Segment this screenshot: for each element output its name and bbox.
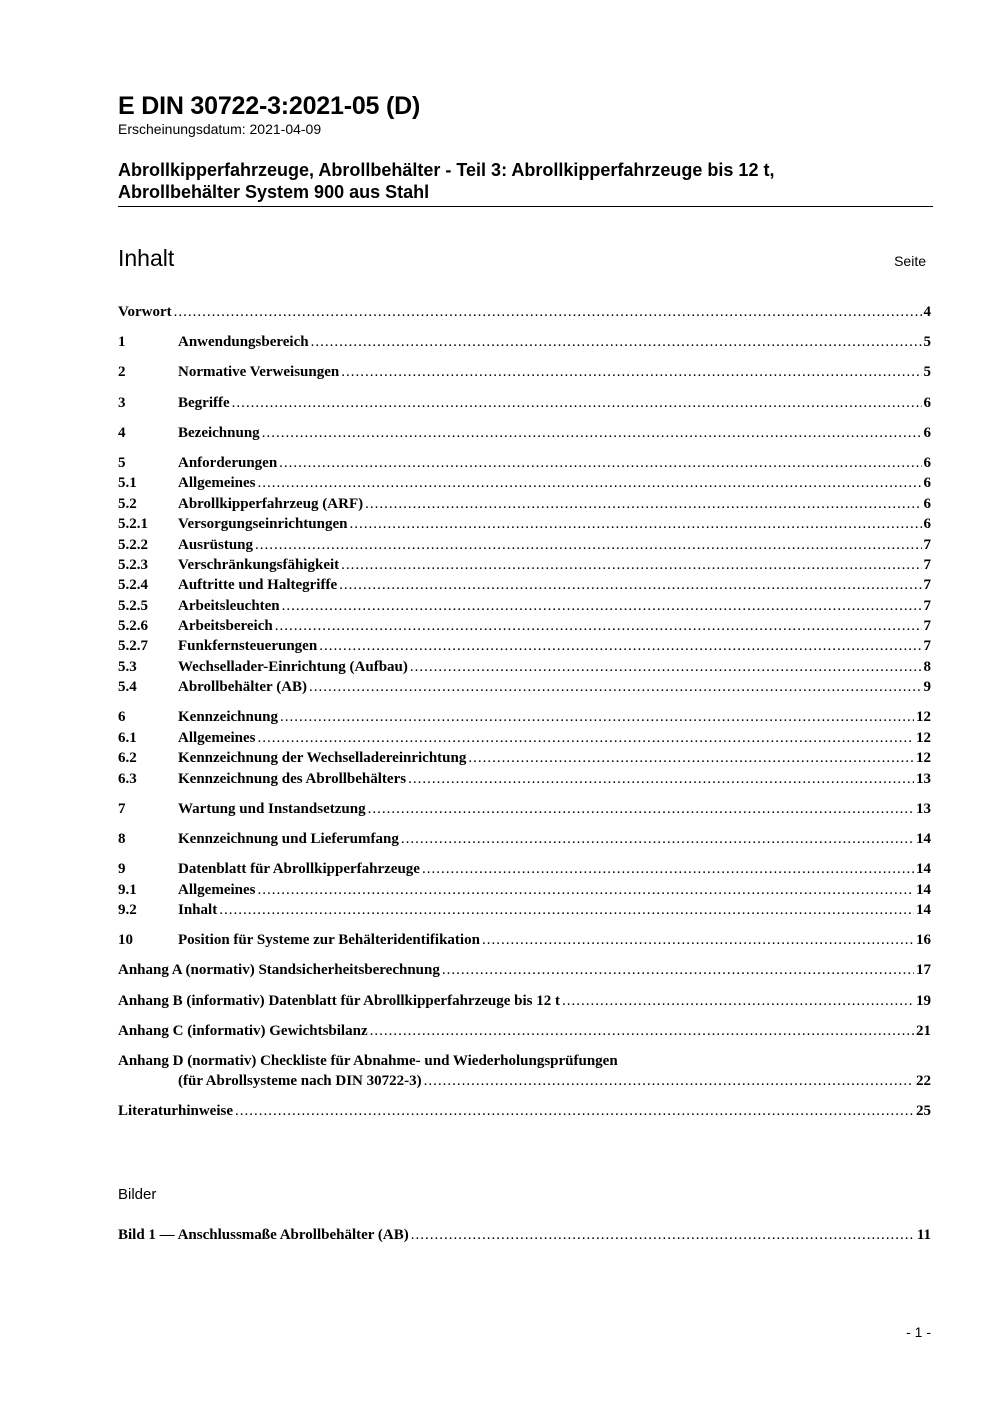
toc-entry-label: Auftritte und Haltegriffe xyxy=(178,577,338,594)
toc-entry-label: Inhalt xyxy=(178,901,218,918)
toc-entry-5-2[interactable] xyxy=(118,494,931,514)
toc-entry-bibliography[interactable] xyxy=(118,1101,931,1121)
toc-entry-page: 14 xyxy=(916,830,931,847)
toc-entry-10[interactable] xyxy=(118,930,931,950)
toc-entry-6[interactable] xyxy=(118,707,931,727)
toc-entry-page: 4 xyxy=(923,304,931,320)
toc-entry-3[interactable] xyxy=(118,393,931,413)
toc-annex-d[interactable] xyxy=(118,1051,931,1071)
toc-entry-5-2-5[interactable] xyxy=(118,596,931,616)
toc-entry-number: 6.1 xyxy=(118,729,137,746)
toc-entry-page: 22 xyxy=(916,1073,931,1090)
toc-entry-number: 5.3 xyxy=(118,658,137,675)
toc-entry-page: 8 xyxy=(923,658,931,675)
table-of-contents xyxy=(118,302,931,1122)
toc-entry-page: 14 xyxy=(916,861,931,878)
toc-entry-label: Verschränkungsfähigkeit xyxy=(178,556,340,573)
toc-leader-dots xyxy=(257,473,921,493)
toc-leader-dots xyxy=(408,769,914,789)
document-title xyxy=(118,159,933,203)
toc-leader-dots xyxy=(262,423,922,443)
toc-leader-dots xyxy=(422,859,914,879)
toc-leader-dots xyxy=(410,657,922,677)
toc-entry-9[interactable] xyxy=(118,859,931,879)
toc-entry-number: 9.2 xyxy=(118,901,137,918)
toc-entry-label: Kennzeichnung xyxy=(178,709,279,726)
toc-entry-page: 5 xyxy=(923,364,931,381)
toc-entry-label: Funkfernsteuerungen xyxy=(178,638,318,655)
toc-entry-9-2[interactable] xyxy=(118,900,931,920)
toc-leader-dots xyxy=(309,677,921,697)
toc-leader-dots xyxy=(401,829,914,849)
toc-entry-6-1[interactable] xyxy=(118,728,931,748)
toc-entry-4[interactable] xyxy=(118,423,931,443)
document-title-line-2: Abrollbehälter System 900 aus Stahl xyxy=(118,182,430,202)
toc-entry-label: Kennzeichnung der Wechselladereinrichtung xyxy=(178,750,467,767)
toc-entry-label: Datenblatt für Abrollkipperfahrzeuge xyxy=(178,861,420,878)
toc-annex-prefix: Anhang C (informativ) xyxy=(118,1022,266,1039)
toc-entry-label: Versorgungseinrichtungen xyxy=(178,516,348,533)
toc-entry-label: Normative Verweisungen xyxy=(178,364,340,381)
toc-page-column-heading: Seite xyxy=(894,253,926,269)
toc-entry-page: 14 xyxy=(916,881,931,898)
toc-annex-label: Gewichtsbilanz xyxy=(269,1022,368,1039)
toc-entry-label: Anwendungsbereich xyxy=(178,334,309,351)
toc-leader-dots xyxy=(282,596,922,616)
toc-annex-continuation-label: (für Abrollsysteme nach DIN 30722-3) xyxy=(178,1073,422,1090)
toc-entry-page: 21 xyxy=(916,1022,931,1039)
toc-entry-page: 6 xyxy=(923,394,931,411)
toc-entry-number: 5.2.4 xyxy=(118,577,148,594)
toc-entry-number: 5.1 xyxy=(118,475,137,492)
document-title-line-1: Abrollkipperfahrzeuge, Abrollbehälter - Teil 3: Abrollkipperfahrzeuge bis 12 t, xyxy=(118,160,775,180)
toc-annex-label: Standsicherheitsberechnung xyxy=(258,962,440,979)
toc-leader-dots xyxy=(279,453,921,473)
toc-entry-label: Literaturhinweise xyxy=(118,1103,233,1120)
toc-annex-d-continuation[interactable] xyxy=(118,1071,931,1091)
toc-entry-5-2-6[interactable] xyxy=(118,616,931,636)
toc-entry-page: 7 xyxy=(923,618,931,635)
toc-leader-dots xyxy=(468,748,914,768)
toc-entry-5-2-3[interactable] xyxy=(118,555,931,575)
toc-entry-5[interactable] xyxy=(118,453,931,473)
toc-leader-dots xyxy=(482,930,914,950)
toc-entry-label: Ausrüstung xyxy=(178,536,254,553)
toc-leader-dots xyxy=(424,1071,914,1091)
toc-entry-number: 6.3 xyxy=(118,770,137,787)
toc-entry-6-3[interactable] xyxy=(118,769,931,789)
toc-entry-label: Wechsellader-Einrichtung (Aufbau) xyxy=(178,658,408,675)
toc-entry-label: Allgemeines xyxy=(178,881,256,898)
toc-leader-dots xyxy=(275,616,922,636)
toc-entry-page: 7 xyxy=(923,577,931,594)
list-of-figures xyxy=(118,1225,931,1245)
footer-page-number: - 1 - xyxy=(906,1324,931,1340)
toc-entry-number: 5.2.1 xyxy=(118,516,148,533)
header-rule xyxy=(118,206,933,207)
toc-entry-number: 4 xyxy=(118,424,126,441)
toc-entry-number: 2 xyxy=(118,364,126,381)
toc-leader-dots xyxy=(174,302,922,322)
toc-leader-dots xyxy=(368,799,914,819)
figure-entry-1[interactable] xyxy=(118,1225,931,1245)
toc-entry-number: 5.2.6 xyxy=(118,618,148,635)
toc-entry-number: 6.2 xyxy=(118,750,137,767)
toc-annex-prefix: Anhang D (normativ) xyxy=(118,1052,257,1069)
toc-entry-label: Allgemeines xyxy=(178,475,256,492)
toc-entry-number: 5.4 xyxy=(118,679,137,696)
toc-entry-7[interactable] xyxy=(118,799,931,819)
toc-entry-page: 7 xyxy=(923,638,931,655)
toc-leader-dots xyxy=(257,880,914,900)
toc-entry-page: 7 xyxy=(923,597,931,614)
toc-entry-page: 12 xyxy=(916,750,931,767)
toc-entry-number: 9 xyxy=(118,861,126,878)
toc-entry-label: Bezeichnung xyxy=(178,424,260,441)
figures-heading: Bilder xyxy=(118,1186,157,1203)
figure-entry-page: 11 xyxy=(916,1227,931,1243)
toc-entry-label: Wartung und Instandsetzung xyxy=(178,800,366,817)
toc-entry-label: Begriffe xyxy=(178,394,230,411)
toc-entry-2[interactable] xyxy=(118,362,931,382)
toc-entry-label: Kennzeichnung und Lieferumfang xyxy=(178,830,399,847)
toc-leader-dots xyxy=(411,1225,915,1245)
toc-leader-dots xyxy=(257,728,914,748)
toc-entry-label: Arbeitsbereich xyxy=(178,618,273,635)
toc-leader-dots xyxy=(255,535,921,555)
toc-entry-8[interactable] xyxy=(118,829,931,849)
toc-entry-number: 5.2.3 xyxy=(118,556,148,573)
toc-entry-page: 6 xyxy=(923,516,931,533)
toc-heading: Inhalt xyxy=(118,245,175,271)
document-id: E DIN 30722-3:2021-05 (D) xyxy=(118,92,421,120)
toc-entry-number: 5.2.7 xyxy=(118,638,148,655)
toc-entry-9-1[interactable] xyxy=(118,880,931,900)
toc-entry-page: 12 xyxy=(916,729,931,746)
toc-leader-dots xyxy=(349,514,921,534)
toc-annex-label: Datenblatt für Abrollkipperfahrzeuge bis 12 t xyxy=(268,992,560,1009)
toc-entry-number: 6 xyxy=(118,709,126,726)
toc-leader-dots xyxy=(341,362,921,382)
toc-entry-page: 6 xyxy=(923,495,931,512)
toc-entry-label: Allgemeines xyxy=(178,729,256,746)
toc-entry-5-2-7[interactable] xyxy=(118,636,931,656)
toc-entry-page: 13 xyxy=(916,770,931,787)
toc-leader-dots xyxy=(365,494,921,514)
toc-entry-1[interactable] xyxy=(118,332,931,352)
toc-entry-number: 7 xyxy=(118,800,126,817)
toc-entry-label: Position für Systeme zur Behälteridentifikation xyxy=(178,932,480,949)
toc-entry-number: 1 xyxy=(118,334,126,351)
toc-entry-page: 17 xyxy=(916,962,931,979)
figure-entry-label: Bild 1 — Anschlussmaße Abrollbehälter (AB) xyxy=(118,1227,409,1243)
toc-entry-page: 19 xyxy=(916,992,931,1009)
toc-entry-page: 25 xyxy=(916,1103,931,1120)
toc-leader-dots xyxy=(319,636,921,656)
toc-entry-page: 16 xyxy=(916,932,931,949)
toc-entry-page: 12 xyxy=(916,709,931,726)
toc-annex-c[interactable] xyxy=(118,1021,931,1041)
toc-leader-dots xyxy=(311,332,922,352)
toc-annex-a[interactable] xyxy=(118,960,931,980)
toc-leader-dots xyxy=(219,900,914,920)
toc-entry-6-2[interactable] xyxy=(118,748,931,768)
publication-date: Erscheinungsdatum: 2021-04-09 xyxy=(118,121,322,137)
toc-entry-page: 5 xyxy=(923,334,931,351)
toc-annex-label: Checkliste für Abnahme- und Wiederholungsprüfungen xyxy=(260,1052,618,1069)
toc-entry-page: 7 xyxy=(923,556,931,573)
toc-entry-vorwort[interactable] xyxy=(118,302,931,322)
toc-entry-page: 6 xyxy=(923,424,931,441)
toc-entry-number: 5.2.2 xyxy=(118,536,148,553)
toc-entry-5-2-1[interactable] xyxy=(118,514,931,534)
toc-leader-dots xyxy=(562,991,914,1011)
toc-entry-label: Kennzeichnung des Abrollbehälters xyxy=(178,770,407,787)
toc-leader-dots xyxy=(232,393,922,413)
toc-entry-page: 6 xyxy=(923,454,931,471)
toc-entry-page: 9 xyxy=(923,679,931,696)
toc-entry-5-4[interactable] xyxy=(118,677,931,697)
toc-entry-number: 3 xyxy=(118,394,126,411)
toc-leader-dots xyxy=(341,555,921,575)
toc-entry-number: 8 xyxy=(118,830,126,847)
toc-entry-label: Vorwort xyxy=(118,304,172,320)
toc-entry-5-2-4[interactable] xyxy=(118,575,931,595)
toc-entry-number: 9.1 xyxy=(118,881,137,898)
toc-entry-number: 10 xyxy=(118,932,133,949)
toc-annex-b[interactable] xyxy=(118,991,931,1011)
toc-annex-prefix: Anhang A (normativ) xyxy=(118,962,255,979)
toc-annex-prefix: Anhang B (informativ) xyxy=(118,992,265,1009)
toc-leader-dots xyxy=(235,1101,914,1121)
toc-leader-dots xyxy=(442,960,914,980)
toc-entry-number: 5.2.5 xyxy=(118,597,148,614)
toc-leader-dots xyxy=(280,707,914,727)
toc-entry-5-2-2[interactable] xyxy=(118,535,931,555)
toc-entry-page: 6 xyxy=(923,475,931,492)
toc-leader-dots xyxy=(339,575,921,595)
toc-entry-page: 7 xyxy=(923,536,931,553)
toc-entry-label: Anforderungen xyxy=(178,454,278,471)
toc-entry-label: Arbeitsleuchten xyxy=(178,597,280,614)
toc-entry-number: 5.2 xyxy=(118,495,137,512)
toc-entry-5-1[interactable] xyxy=(118,473,931,493)
toc-entry-5-3[interactable] xyxy=(118,657,931,677)
toc-leader-dots xyxy=(370,1021,914,1041)
toc-entry-number: 5 xyxy=(118,454,126,471)
toc-entry-label: Abrollkipperfahrzeug (ARF) xyxy=(178,495,364,512)
toc-entry-page: 13 xyxy=(916,800,931,817)
toc-entry-page: 14 xyxy=(916,901,931,918)
toc-entry-label: Abrollbehälter (AB) xyxy=(178,679,308,696)
